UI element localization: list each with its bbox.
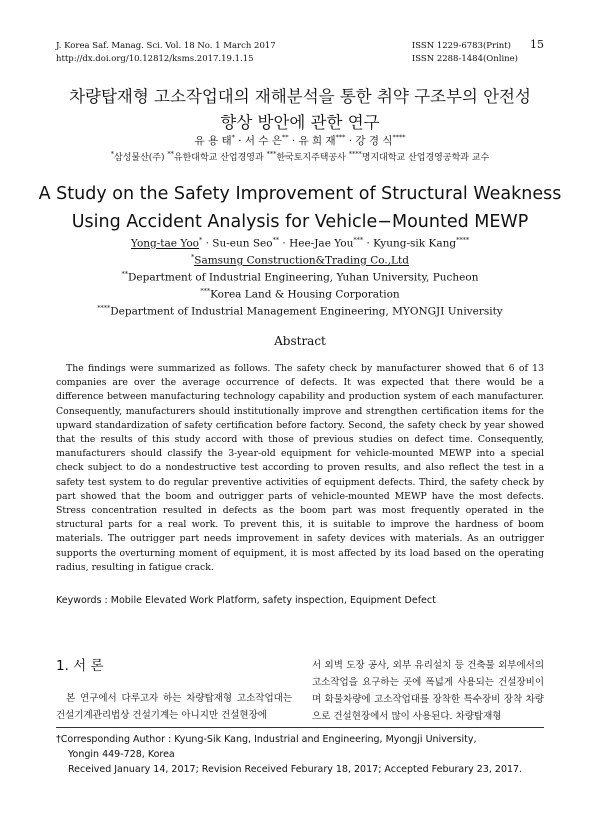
issn-online: ISSN 2288-1484(Online) bbox=[411, 54, 518, 64]
section-title: 1. 서 론 bbox=[56, 658, 104, 674]
korean-affiliation: 삼성물산(주) bbox=[114, 153, 165, 163]
journal-citation: J. Korea Saf. Manag. Sci. Vol. 18 No. 1 March 2017 bbox=[56, 41, 276, 51]
korean-author: 서 수 은 bbox=[244, 135, 282, 147]
korean-author: 강 경 식 bbox=[355, 135, 393, 147]
korean-affiliations: *삼성물산(주) **유한대학교 산업경영과 ***한국토지주택공사 ****명지대학교 산업경영공학과 교수 bbox=[110, 150, 490, 163]
footnote bbox=[56, 732, 544, 777]
english-authors: Yong-tae Yoo* · Su-eun Seo** · Hee-Jae You*** · Kyung-sik Kang**** bbox=[130, 236, 470, 250]
korean-affiliation: 유한대학교 산업경영과 bbox=[173, 153, 264, 163]
english-author: Hee-Jae You bbox=[289, 237, 354, 250]
english-title-line2: Using Accident Analysis for Vehicle−Mounted MEWP bbox=[71, 212, 529, 232]
english-author: Kyung-sik Kang bbox=[373, 237, 457, 250]
doi-link[interactable]: http://dx.doi.org/10.12812/ksms.2017.19.1.15 bbox=[56, 54, 254, 64]
english-author: Su-eun Seo bbox=[212, 237, 273, 250]
issn-print: ISSN 1229-6783(Print) bbox=[411, 41, 511, 51]
english-title bbox=[0, 180, 600, 236]
korean-affiliation: 한국토지주택공사 bbox=[276, 153, 346, 163]
english-author: Yong-tae Yoo bbox=[130, 237, 199, 250]
korean-authors: 유 용 태* · 서 수 은** · 유 희 재*** · 강 경 식**** bbox=[194, 133, 406, 147]
korean-affiliation: 명지대학교 산업경영공학과 교수 bbox=[361, 153, 490, 163]
abstract-heading: Abstract bbox=[274, 334, 326, 348]
corresponding-author: †Corresponding Author : Kyung-Sik Kang, Industrial and Engineering, Myongji University, bbox=[56, 734, 477, 745]
page-number: 15 bbox=[530, 38, 544, 51]
running-header-left bbox=[56, 40, 276, 66]
keywords-list: Mobile Elevated Work Platform, safety inspection, Equipment Defect bbox=[110, 595, 436, 606]
korean-title-line1: 차량탑재형 고소작업대의 재해분석을 통한 취약 구조부의 안전성 bbox=[69, 87, 531, 106]
english-affiliation-4: ****Department of Industrial Management Engineering, MYONGJI University bbox=[97, 304, 503, 318]
body-column-left: 본 연구에서 다루고자 하는 차량탑재형 고소작업대는 건설기계관리법상 건설기계는 아니지만 건설현장에 bbox=[56, 693, 292, 721]
korean-author: 유 희 재 bbox=[298, 135, 336, 147]
abstract-text: The findings were summarized as follows. The safety check by manufacturer showed that 6 of 13 companies are over the average occurrence of defects. It was expected that there would be a difference between manufacturing technology capability and production system of each manufacturer. Consequently, manufacturers should institutionally improve and strengthen certification items for the upward standardization of safety certification before factory. Second, the safety check by year showed that the results of this study accord with those of previous studies on defect time. Consequently, manufacturers should classify the 3-year-old equipment for vehicle-mounted MEWP into a special check subject to do a nondestructive test according to proven results, and also reflect the test in a safety test system to do regular preventive activities of equipment defects. Third, the safety check by part showed that the boom and outrigger parts of vehicle-mounted MEWP have the most defects. Stress concentration resulted in defects as the boom part was most frequently operated in the structural parts for a real work. To prevent this, it is suitable to improve the hardness of boom materials. The outrigger part needs improvement in safety devices with materials. As an outrigger supports the overturning moment of equipment, it is most affected by its load based on the operating radius, resulting in fatigue crack. bbox=[56, 363, 544, 573]
footnote-divider bbox=[56, 727, 544, 728]
received-dates: Received January 14, 2017; Revision Received Feburary 18, 2017; Accepted Feburary 23, 2017. bbox=[68, 764, 523, 775]
body-column-right: 서 외벽 도장 공사, 외부 유리설치 등 건축물 외부에서의 고소작업을 요구하는 곳에 폭넓게 사용되는 건설장비이며 화물차량에 고소작업대를 장착한 특수장비 장착 차량으로 건설현장에서 많이 사용된다. 차량탑재형 bbox=[312, 660, 544, 722]
keywords bbox=[56, 595, 436, 606]
korean-title-line2: 향상 방안에 관한 연구 bbox=[220, 113, 380, 132]
english-affiliation-1: *Samsung Construction&Trading Co.,Ltd bbox=[191, 253, 409, 267]
english-affiliation-3: ***Korea Land & Housing Corporation bbox=[200, 287, 400, 301]
keywords-label: Keywords : bbox=[56, 595, 111, 606]
running-header-right bbox=[412, 40, 518, 66]
korean-title bbox=[0, 84, 600, 136]
english-affiliation-2: **Department of Industrial Engineering, Yuhan University, Pucheon bbox=[121, 270, 479, 284]
korean-author: 유 용 태 bbox=[194, 135, 232, 147]
english-title-line1: A Study on the Safety Improvement of Structural Weakness bbox=[38, 184, 562, 204]
author-address: Yongin 449-728, Korea bbox=[68, 749, 175, 760]
